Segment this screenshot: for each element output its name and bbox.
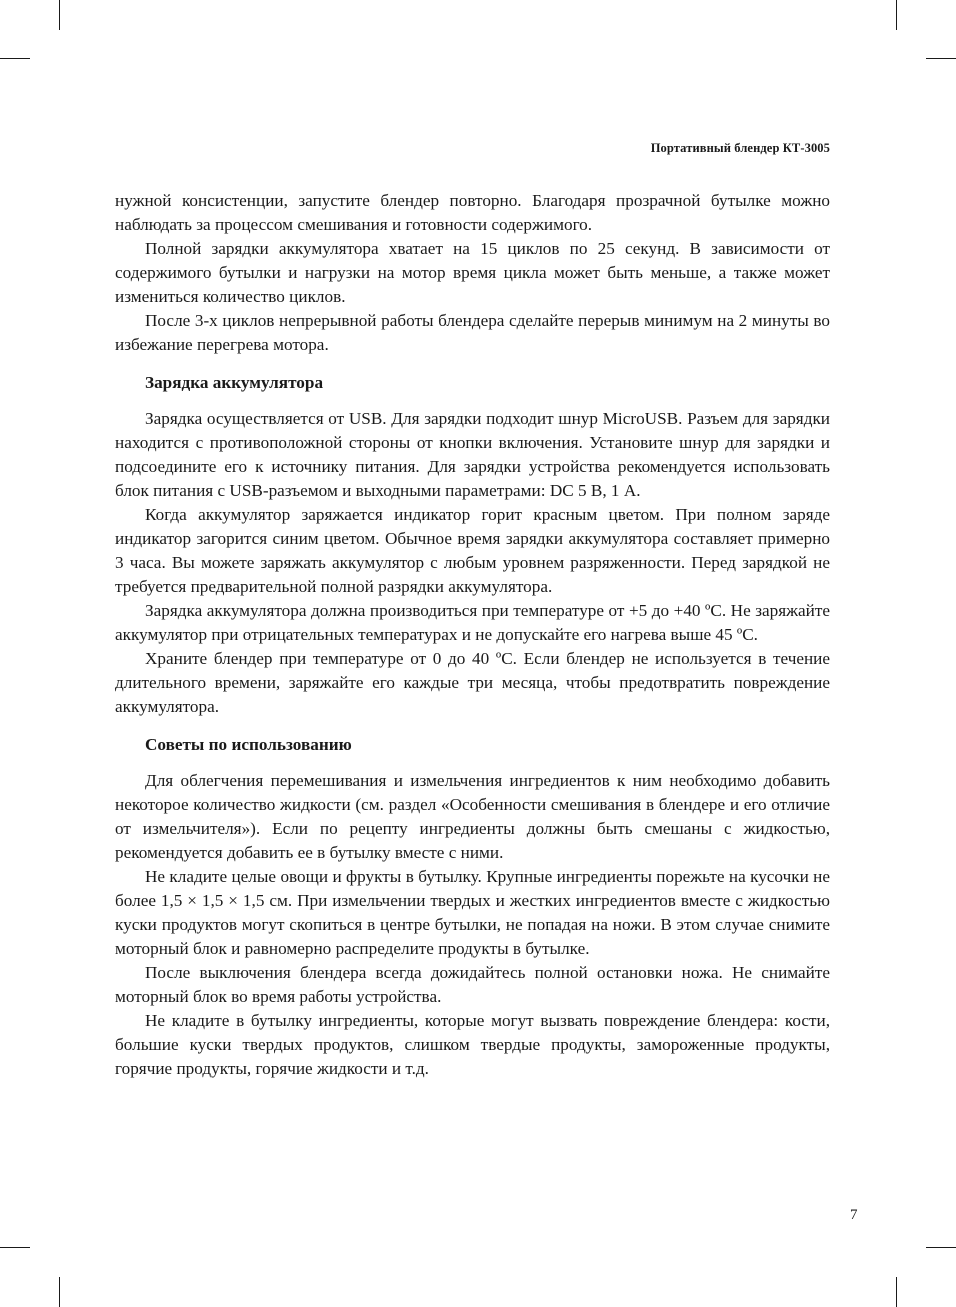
body-text bbox=[115, 189, 830, 1081]
running-title: Портативный блендер КТ-3005 bbox=[650, 141, 830, 155]
paragraph: Для облегчения перемешивания и измельчения ингредиентов к ним необходимо добавить некоторое количество жидкости (см. раздел «Особенности смешивания в блендере и его отличие от измельчителя»). Если по рецепту ингредиенты должны быть смешаны с жидкостью, рекомендуется добавить ее в бутылку вместе с ними. bbox=[115, 771, 830, 862]
paragraph: После выключения блендера всегда дожидайтесь полной остановки ножа. Не снимайте моторный блок во время работы устройства. bbox=[115, 963, 830, 1006]
page-number: 7 bbox=[850, 1207, 858, 1223]
paragraph: Не кладите в бутылку ингредиенты, которые могут вызвать повреждение блендера: кости, большие куски твердых продуктов, слишком твердые продукты, замороженные продукты, горячие продукты, горячие жидкости и т.д. bbox=[115, 1011, 830, 1078]
paragraph: Полной зарядки аккумулятора хватает на 15 циклов по 25 секунд. В зависимости от содержимого бутылки и нагрузки на мотор время цикла может быть меньше, а также может измениться количество циклов. bbox=[115, 239, 830, 306]
paragraph: После 3-х циклов непрерывной работы блендера сделайте перерыв минимум на 2 минуты во избежание перегрева мотора. bbox=[115, 311, 830, 354]
crop-mark bbox=[926, 1247, 956, 1248]
crop-mark bbox=[0, 1247, 30, 1248]
paragraph: Когда аккумулятор заряжается индикатор горит красным цветом. При полном заряде индикатор загорится синим цветом. Обычное время зарядки аккумулятора составляет примерно 3 часа. Вы можете заряжать аккумулятор с любым уровнем разряженности. Перед зарядкой не требуется предварительной полной разрядки аккумулятора. bbox=[115, 505, 830, 596]
paragraph: нужной консистенции, запустите блендер повторно. Благодаря прозрачной бутылке можно наблюдать за процессом смешивания и готовности содержимого. bbox=[115, 191, 830, 234]
crop-mark bbox=[896, 0, 897, 30]
crop-mark bbox=[926, 58, 956, 59]
crop-mark bbox=[896, 1277, 897, 1307]
crop-mark bbox=[59, 1277, 60, 1307]
section-heading-tips: Советы по использованию bbox=[145, 735, 352, 754]
paragraph: Зарядка осуществляется от USB. Для зарядки подходит шнур MicroUSB. Разъем для зарядки находится с противоположной стороны от кнопки включения. Установите шнур для зарядки и подсоедините его к источнику питания. Для зарядки устройства рекомендуется использовать блок питания с USB-разъемом и выходными параметрами: DC 5 В, 1 А. bbox=[115, 409, 830, 500]
section-heading-charging: Зарядка аккумулятора bbox=[145, 373, 324, 392]
crop-mark bbox=[0, 58, 30, 59]
paragraph: Не кладите целые овощи и фрукты в бутылку. Крупные ингредиенты порежьте на кусочки не более 1,5 × 1,5 × 1,5 см. При измельчении твердых и жестких ингредиентов вместе с жидкостью куски продуктов могут скопиться в центре бутылки, не попадая на ножи. В этом случае снимите моторный блок и равномерно распределите продукты в бутылке. bbox=[115, 867, 830, 958]
paragraph: Храните блендер при температуре от 0 до 40 ºС. Если блендер не используется в течение длительного времени, заряжайте его каждые три месяца, чтобы предотвратить повреждение аккумулятора. bbox=[115, 649, 830, 716]
paragraph: Зарядка аккумулятора должна производиться при температуре от +5 до +40 ºС. Не заряжайте аккумулятор при отрицательных температурах и не допускайте его нагрева выше 45 ºС. bbox=[115, 601, 830, 644]
crop-mark bbox=[59, 0, 60, 30]
